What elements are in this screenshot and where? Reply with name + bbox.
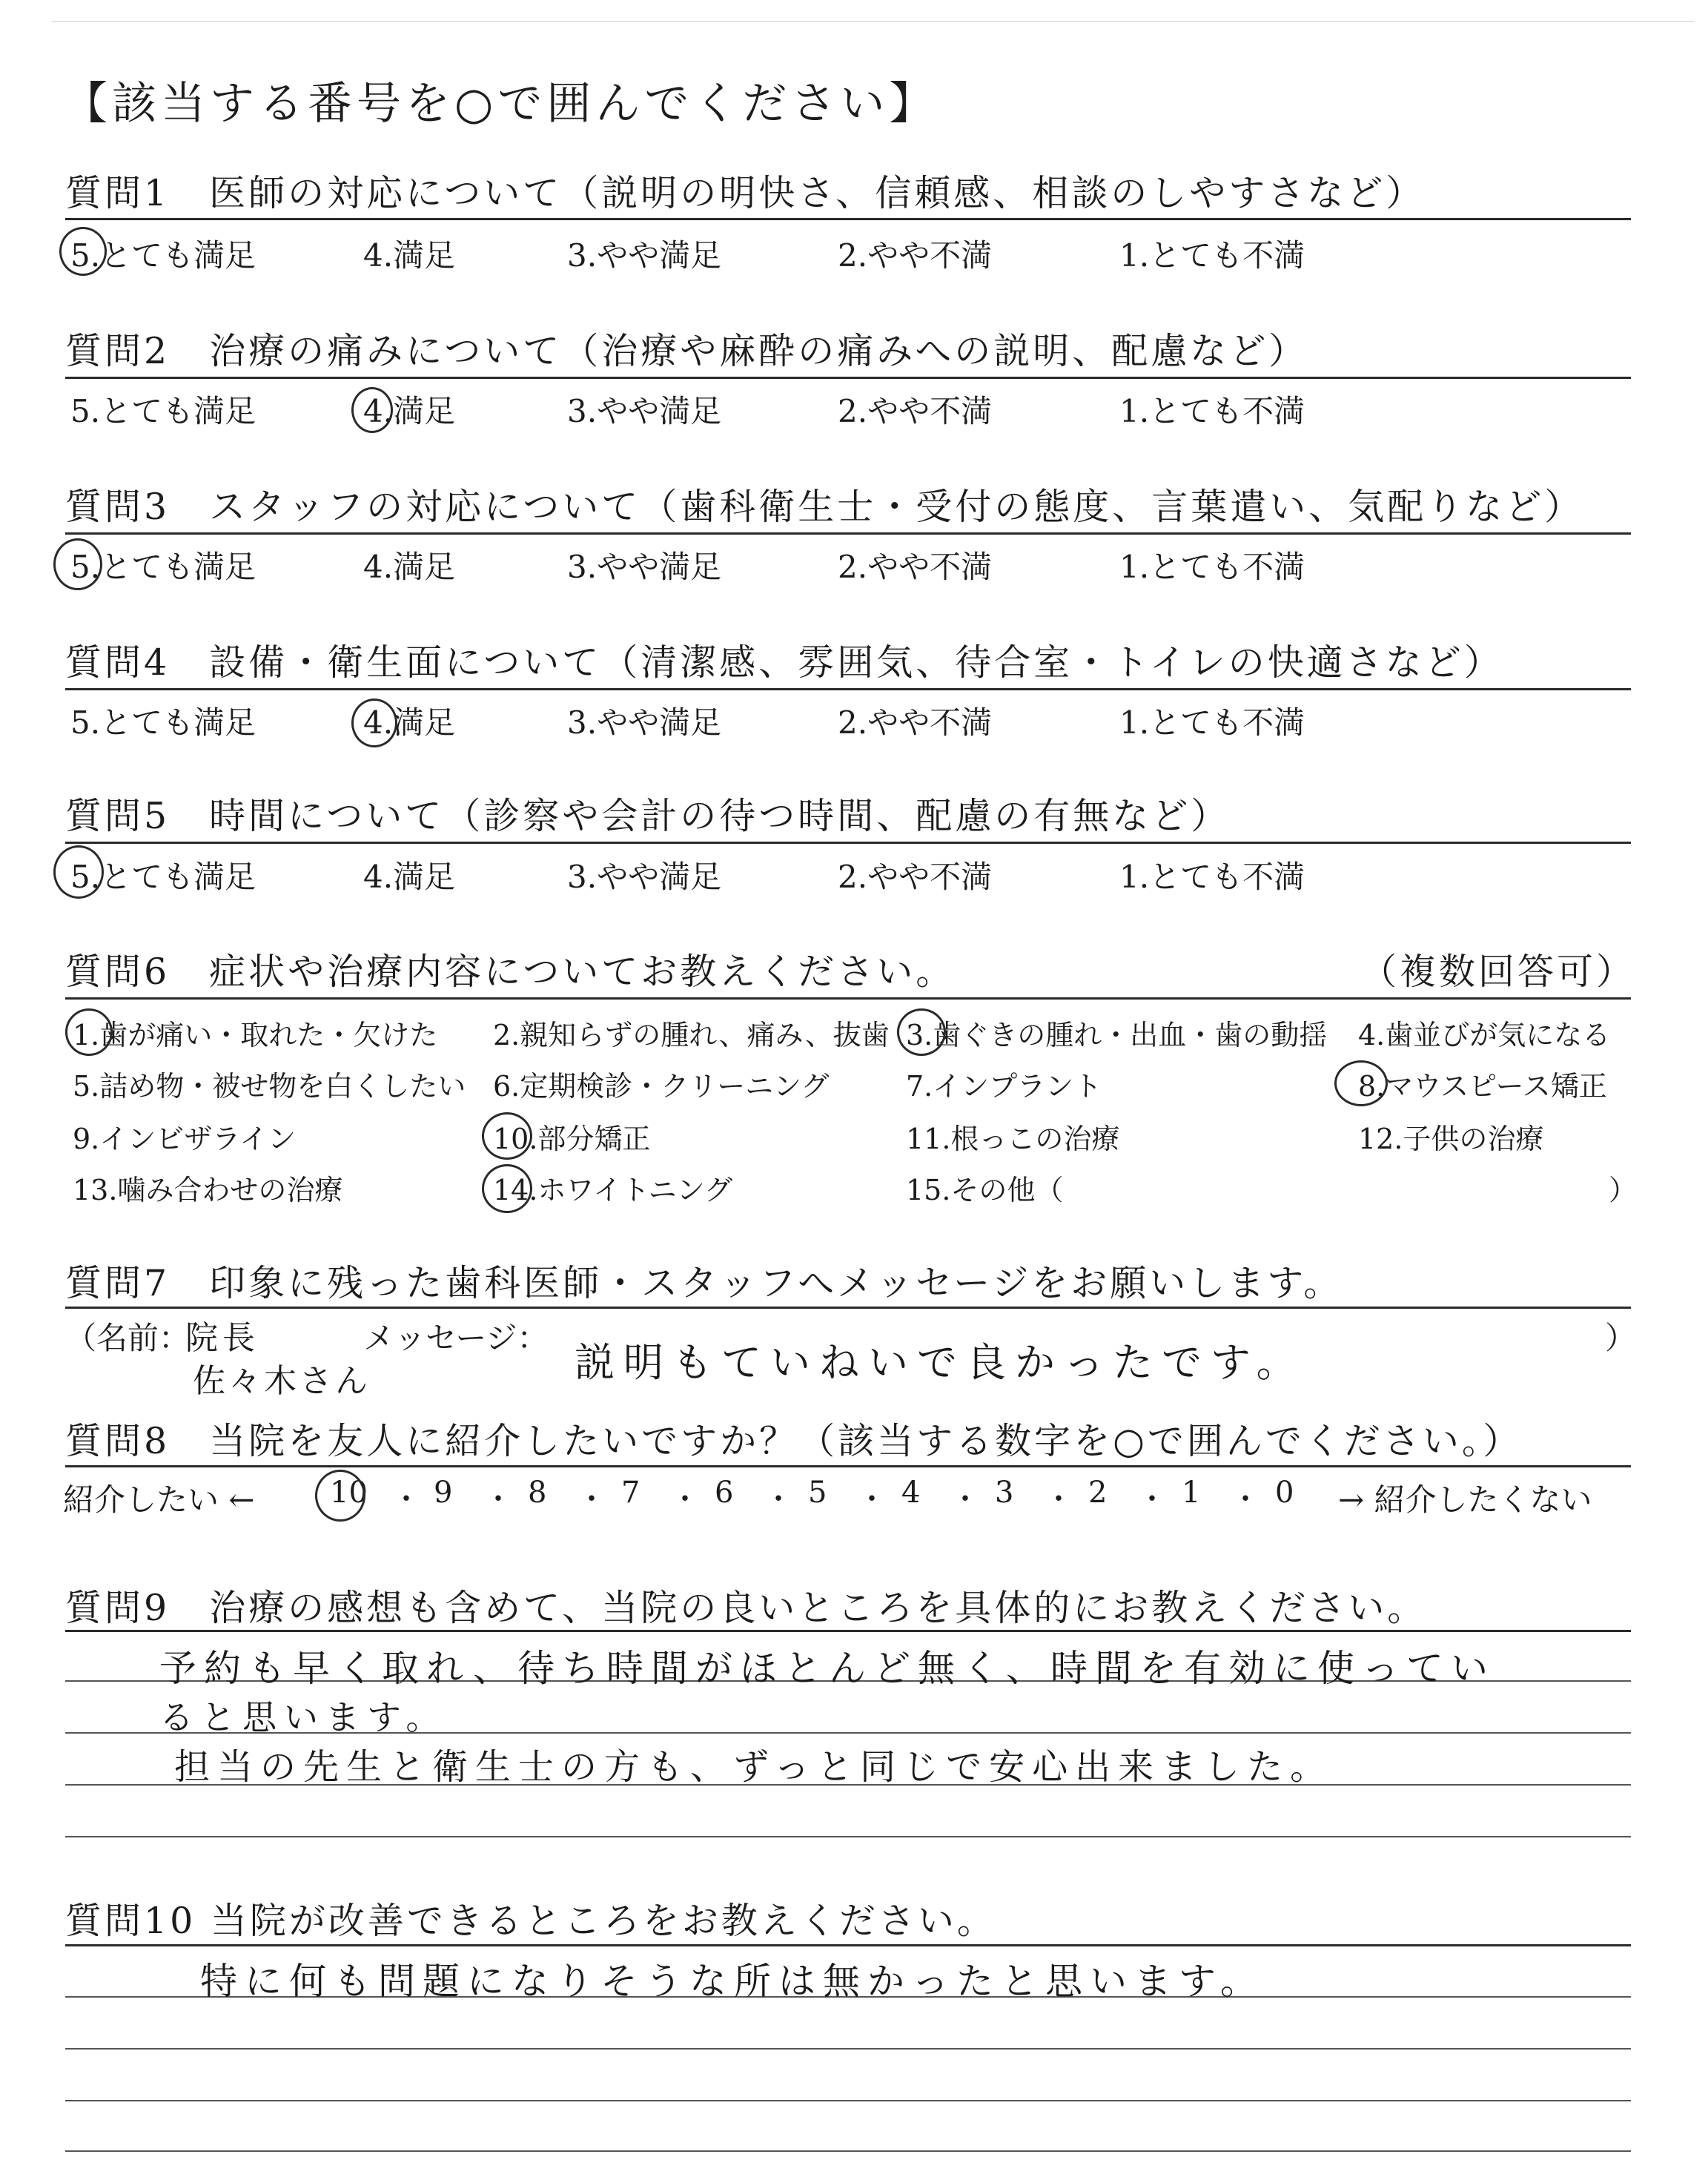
- q2-selection-circle: [351, 387, 393, 433]
- q6-option-7[interactable]: 7.インプラント: [906, 1070, 1102, 1103]
- question-8-rule: [65, 1465, 1631, 1467]
- q8-dot-6: ・: [857, 1482, 887, 1516]
- q6-option-9[interactable]: 9.インビザライン: [73, 1123, 297, 1155]
- q6-selection-circle-10: [482, 1112, 532, 1160]
- question-8-heading: 質問8 当院を友人に紹介したいですか？（該当する数字を○で囲んでください。）: [65, 1420, 1523, 1462]
- question-7-rule: [65, 1307, 1631, 1309]
- q6-option-11[interactable]: 11.根っこの治療: [906, 1123, 1120, 1155]
- q8-dot-5: ・: [764, 1482, 793, 1516]
- q2-option-2[interactable]: 2.やや不満: [838, 393, 993, 429]
- question-9-heading: 質問9 治療の感想も含めて、当院の良いところを具体的にお教えください。: [65, 1587, 1427, 1629]
- q10-answer-line-3: [65, 2100, 1631, 2101]
- q3-option-3[interactable]: 3.やや満足: [567, 549, 722, 585]
- q8-scale-3[interactable]: 3: [995, 1476, 1014, 1510]
- question-5-rule: [65, 842, 1631, 844]
- q6-option-1[interactable]: 1.歯が痛い・取れた・欠けた: [73, 1019, 438, 1051]
- question-3-rule: [65, 532, 1631, 535]
- q6-option-15-close: ）: [1609, 1174, 1638, 1206]
- q8-selection-circle: [315, 1470, 365, 1522]
- q8-dot-8: ・: [1044, 1482, 1073, 1516]
- q5-option-5[interactable]: 5.とても満足: [70, 859, 256, 895]
- q8-dot-7: ・: [950, 1482, 980, 1516]
- q1-option-3[interactable]: 3.やや満足: [567, 237, 722, 274]
- q6-option-8[interactable]: 8.マウスピース矯正: [1358, 1070, 1607, 1103]
- q8-scale-10[interactable]: 10: [330, 1476, 368, 1510]
- question-9-rule: [65, 1630, 1631, 1632]
- q6-option-13[interactable]: 13.噛み合わせの治療: [73, 1174, 343, 1206]
- question-6-note: （複数回答可）: [1360, 951, 1636, 993]
- q6-option-4[interactable]: 4.歯並びが気になる: [1358, 1019, 1611, 1051]
- question-2-heading: 質問2 治療の痛みについて（治療や麻酔の痛みへの説明、配慮など）: [65, 330, 1308, 372]
- q8-dot-2: ・: [483, 1482, 513, 1516]
- q6-selection-circle-8: [1334, 1060, 1388, 1106]
- q5-option-4[interactable]: 4.満足: [363, 859, 456, 895]
- q4-option-3[interactable]: 3.やや満足: [567, 704, 722, 741]
- question-10-heading: 質問10 当院が改善できるところをお教えください。: [65, 1900, 996, 1942]
- q6-option-14[interactable]: 14.ホワイトニング: [493, 1174, 733, 1206]
- q8-left-label: 紹介したい ←: [63, 1482, 255, 1518]
- question-10-rule: [65, 1944, 1631, 1946]
- q6-option-12[interactable]: 12.子供の治療: [1358, 1123, 1544, 1155]
- question-4-heading: 質問4 設備・衛生面について（清潔感、雰囲気、待合室・トイレの快適さなど）: [65, 641, 1503, 684]
- q4-option-5[interactable]: 5.とても満足: [70, 704, 256, 741]
- q8-scale-4[interactable]: 4: [901, 1476, 921, 1510]
- q8-dot-9: ・: [1137, 1482, 1167, 1516]
- q7-close-paren: ）: [1605, 1320, 1637, 1356]
- q3-option-2[interactable]: 2.やや不満: [838, 549, 993, 585]
- q8-scale-5[interactable]: 5: [808, 1476, 827, 1510]
- q3-option-1[interactable]: 1.とても不満: [1119, 549, 1305, 585]
- q8-scale-8[interactable]: 8: [528, 1476, 547, 1510]
- q8-scale-6[interactable]: 6: [715, 1476, 734, 1510]
- q4-option-1[interactable]: 1.とても不満: [1119, 704, 1305, 741]
- question-1-heading: 質問1 医師の対応について（説明の明快さ、信頼感、相談のしやすさなど）: [65, 172, 1426, 214]
- question-7-heading: 質問7 印象に残った歯科医師・スタッフへメッセージをお願いします。: [65, 1262, 1343, 1304]
- question-2-rule: [65, 377, 1631, 379]
- q3-option-4[interactable]: 4.満足: [363, 549, 456, 585]
- q10-answer-text-1[interactable]: 特に何も問題になりそうな所は無かったと思います。: [200, 1960, 1265, 2003]
- q2-option-1[interactable]: 1.とても不満: [1119, 393, 1305, 429]
- q8-scale-2[interactable]: 2: [1088, 1476, 1108, 1510]
- q1-option-2[interactable]: 2.やや不満: [838, 237, 993, 274]
- q8-right-label: → 紹介したくない: [1338, 1482, 1592, 1518]
- q1-option-1[interactable]: 1.とても不満: [1119, 237, 1305, 274]
- q6-selection-circle-14: [482, 1164, 532, 1213]
- q8-scale-7[interactable]: 7: [621, 1476, 640, 1510]
- q9-answer-text-2[interactable]: ると思います。: [159, 1697, 448, 1737]
- q3-option-5[interactable]: 5.とても満足: [70, 549, 256, 585]
- q8-scale-0[interactable]: 0: [1275, 1476, 1294, 1510]
- q6-option-6[interactable]: 6.定期検診・クリーニング: [493, 1070, 830, 1103]
- q4-option-2[interactable]: 2.やや不満: [838, 704, 993, 741]
- q8-dot-4: ・: [670, 1482, 700, 1516]
- q9-answer-line-4: [65, 1836, 1631, 1837]
- q10-answer-line-2: [65, 2048, 1631, 2050]
- question-5-heading: 質問5 時間について（診察や会計の待つ時間、配慮の有無など）: [65, 795, 1231, 837]
- q3-selection-circle: [53, 538, 102, 590]
- form-title: 【該当する番号を○で囲んでください】: [63, 78, 939, 130]
- q5-option-2[interactable]: 2.やや不満: [838, 859, 993, 895]
- q5-option-3[interactable]: 3.やや満足: [567, 859, 722, 895]
- q8-dot-1: ・: [391, 1482, 421, 1516]
- question-6-heading: 質問6 症状や治療内容についてお教えください。: [65, 951, 956, 993]
- q9-answer-text-1[interactable]: 予約も早く取れ、待ち時間がほとんど無く、時間を有効に使ってい: [159, 1647, 1495, 1690]
- question-6-rule: [65, 997, 1631, 1000]
- q2-option-3[interactable]: 3.やや満足: [567, 393, 722, 429]
- question-3-heading: 質問3 スタッフの対応について（歯科衛生士・受付の態度、言葉遣い、気配りなど）: [65, 486, 1584, 528]
- q8-scale-9[interactable]: 9: [434, 1476, 453, 1510]
- q8-scale-1[interactable]: 1: [1182, 1476, 1201, 1510]
- q2-option-5[interactable]: 5.とても満足: [70, 393, 256, 429]
- q8-dot-3: ・: [577, 1482, 606, 1516]
- q8-dot-10: ・: [1231, 1482, 1260, 1516]
- q6-option-15[interactable]: 15.その他（: [906, 1174, 1064, 1206]
- q10-answer-line-4: [65, 2150, 1631, 2152]
- q7-name-label: （名前：: [65, 1320, 191, 1356]
- question-1-rule: [65, 218, 1631, 220]
- top-edge-line: [52, 21, 1694, 22]
- q1-option-4[interactable]: 4.満足: [363, 237, 456, 274]
- q1-option-5[interactable]: 5.とても満足: [70, 237, 256, 274]
- q5-selection-circle: [53, 845, 104, 899]
- q6-option-10[interactable]: 10.部分矯正: [493, 1123, 651, 1155]
- q9-answer-text-3[interactable]: 担当の先生と衛生士の方も、ずっと同じで安心出来ました。: [174, 1746, 1334, 1788]
- q7-message-text[interactable]: 説明もていねいで良かったです。: [575, 1339, 1305, 1386]
- q6-option-3[interactable]: 3.歯ぐきの腫れ・出血・歯の動揺: [906, 1019, 1328, 1051]
- q7-message-label: メッセージ：: [363, 1320, 549, 1356]
- q6-option-5[interactable]: 5.詰め物・被せ物を白くしたい: [73, 1070, 466, 1103]
- q2-option-4[interactable]: 4.満足: [363, 393, 456, 429]
- q7-name-line-1[interactable]: 院長: [185, 1319, 259, 1357]
- q4-selection-circle: [351, 698, 397, 747]
- q6-selection-circle-3: [897, 1008, 946, 1056]
- q4-option-4[interactable]: 4.満足: [363, 704, 456, 741]
- question-4-rule: [65, 688, 1631, 690]
- q6-option-2[interactable]: 2.親知らずの腫れ、痛み、抜歯: [493, 1019, 890, 1051]
- q5-option-1[interactable]: 1.とても不満: [1119, 859, 1305, 895]
- q1-selection-circle: [59, 227, 107, 276]
- q7-name-line-2[interactable]: 佐々木さん: [193, 1362, 371, 1400]
- q6-selection-circle-1: [65, 1008, 113, 1056]
